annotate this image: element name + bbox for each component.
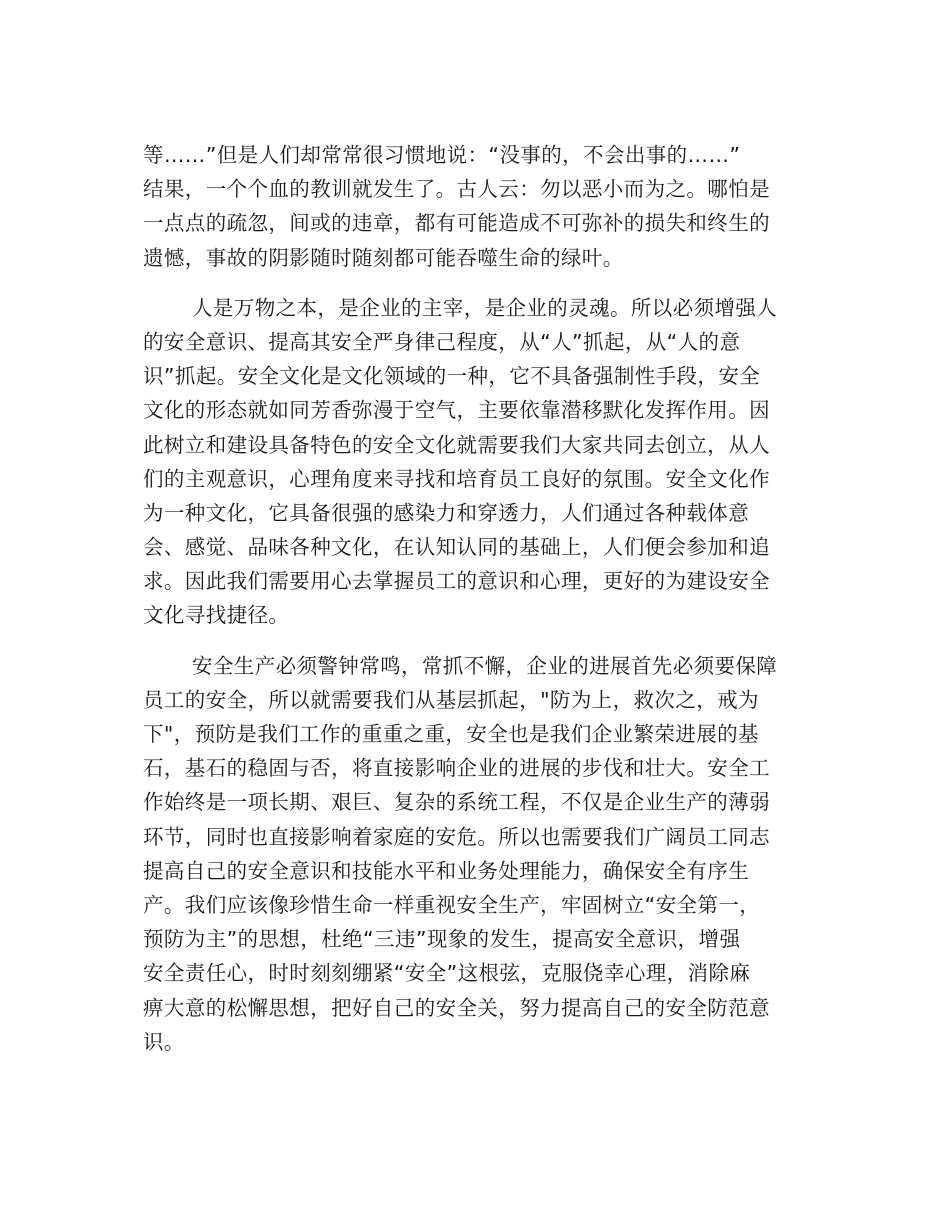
text-line: 员工的安全，所以就需要我们从基层抓起，"防为上，救次之，戒为: [143, 687, 759, 712]
text-line: 产。我们应该像珍惜生命一样重视安全生产，牢固树立“安全第一，: [143, 892, 761, 917]
text-line: 环节，同时也直接影响着家庭的安危。所以也需要我们广阔员工同志: [143, 824, 770, 849]
text-line: 遗憾，事故的阴影随时随刻都可能吞噬生命的绿叶。: [143, 245, 624, 270]
paragraph-3: [143, 649, 811, 1059]
text-line: 安全生产必须警钟常鸣，常抓不懈，企业的进展首先必须要保障: [192, 653, 778, 678]
text-line: 们的主观意识，心理角度来寻找和培育员工良好的氛围。安全文化作: [143, 466, 770, 491]
text-line: 此树立和建设具备特色的安全文化就需要我们大家共同去创立，从人: [143, 432, 770, 457]
text-line: 预防为主”的思想，杜绝“三违”现象的发生，提高安全意识，增强: [143, 927, 741, 952]
text-line: 石，基石的稳固与否，将直接影响企业的进展的步伐和壮大。安全工: [143, 756, 770, 781]
paragraph-2: [143, 291, 811, 633]
text-line: 结果，一个个血的教训就发生了。古人云：勿以恶小而为之。哪怕是: [143, 177, 770, 202]
text-line: 安全责任心，时时刻刻绷紧“安全”这根弦，克服侥幸心理，消除麻: [143, 961, 751, 986]
text-line: 人是万物之本，是企业的主宰，是企业的灵魂。所以必须增强人: [192, 295, 778, 320]
text-line: 作始终是一项长期、艰巨、复杂的系统工程，不仅是企业生产的薄弱: [143, 790, 770, 815]
text-line: 识”抓起。安全文化是文化领域的一种，它不具备强制性手段，安全: [143, 364, 761, 389]
document-body: [143, 138, 811, 1059]
text-line: 等……”但是人们却常常很习惯地说：“没事的，不会出事的……”: [143, 143, 741, 167]
text-line: 提高自己的安全意识和技能水平和业务处理能力，确保安全有序生: [143, 858, 750, 883]
text-line: 文化寻找捷径。: [143, 603, 290, 628]
text-line: 下"，预防是我们工作的重重之重，安全也是我们企业繁荣进展的基: [143, 722, 759, 746]
text-line: 一点点的疏忽，间或的违章，都有可能造成不可弥补的损失和终生的: [143, 211, 770, 236]
text-line: 文化的形态就如同芳香弥漫于空气，主要依靠潜移默化发挥作用。因: [143, 398, 770, 423]
paragraph-1: [143, 138, 811, 275]
text-line: 为一种文化，它具备很强的感染力和穿透力，人们通过各种载体意: [143, 500, 750, 525]
text-line: 痹大意的松懈思想，把好自己的安全关，努力提高自己的安全防范意: [143, 995, 770, 1020]
text-line: 会、感觉、品味各种文化，在认知认同的基础上，人们便会参加和追: [143, 535, 770, 560]
text-line: 的安全意识、提高其安全严身律己程度，从“人”抓起，从“人的意: [143, 329, 741, 354]
text-line: 求。因此我们需要用心去掌握员工的意识和心理，更好的为建设安全: [143, 569, 770, 594]
text-line: 识。: [143, 1029, 185, 1054]
